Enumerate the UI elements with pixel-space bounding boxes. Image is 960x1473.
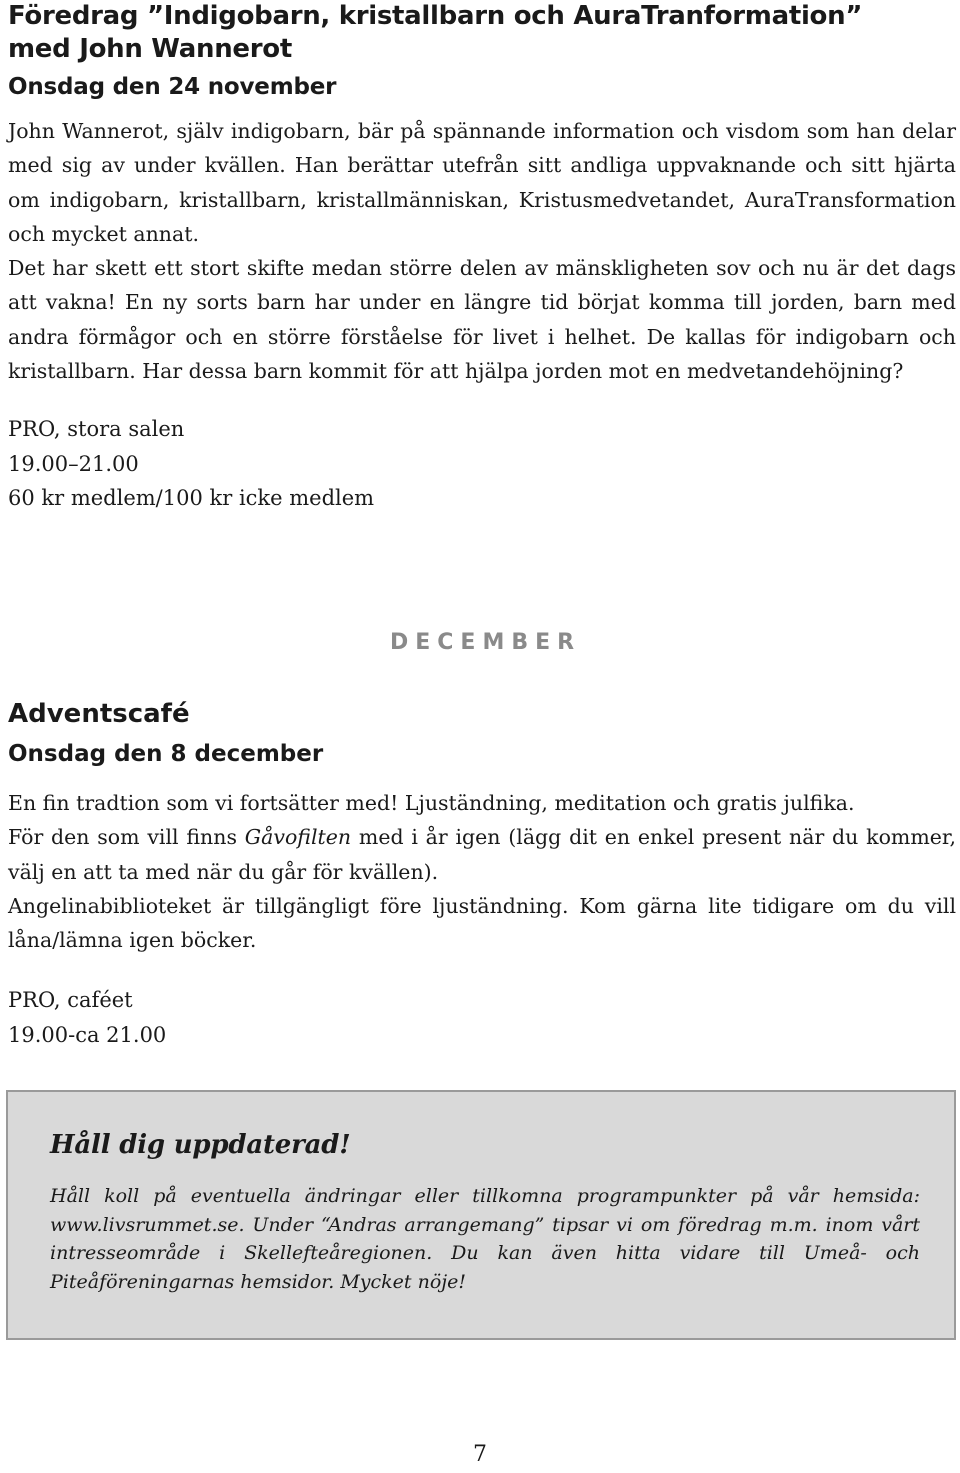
event-description-2: Det har skett ett stort skifte medan större delen av mänskligheten sov och nu är det dags att vakna! En ny sorts barn har under en längre tid börjat komma till jorden, barn med andra förmågor och en större förståelse för livet i helhet. De kallas för indigobarn och kristallbarn. Har dessa barn kommit för att hjälpa jorden mot en medvetandehöjning? — [8, 256, 956, 384]
month-heading: DECEMBER — [390, 630, 582, 655]
stay-updated-title: Håll dig uppdaterad! — [50, 1130, 351, 1160]
event-description-3: Angelinabiblioteket är tillgängligt före ljuständning. Kom gärna lite tidigare om du vill låna/lämna igen böcker. — [8, 893, 956, 953]
event-title-line2: med John Wannerot — [8, 34, 292, 64]
event-place: PRO, caféet — [8, 988, 133, 1013]
event-date: Onsdag den 8 december — [8, 741, 324, 767]
page-number: 7 — [473, 1442, 487, 1467]
gavofilten-emphasis: Gåvofilten — [244, 825, 352, 850]
event-description-1: John Wannerot, själv indigobarn, bär på spännande information och visdom som han delar med sig av under kvällen. Han berättar utefrån sitt andliga uppvaknande och sitt hjärta om indigobarn, kristallbarn, kristallmänniskan, Kristusmedvetandet, AuraTransformation och mycket annat. — [8, 119, 956, 246]
stay-updated-box — [6, 1090, 956, 1340]
description-text: med i år igen (lägg dit en enkel present när du kommer, välj en att ta med när du går för kvällen). — [8, 825, 956, 884]
event-description-2 — [8, 820, 956, 889]
event-wannerot-lecture — [8, 0, 956, 516]
event-title: Adventscafé — [8, 699, 190, 729]
event-time: 19.00-ca 21.00 — [8, 1022, 167, 1047]
event-description-1: En fin tradtion som vi fortsätter med! Ljuständning, meditation och gratis julfika. — [8, 791, 855, 815]
description-text: För den som vill finns — [8, 825, 245, 850]
stay-updated-text: Håll koll på eventuella ändringar eller tillkomna programpunkter på vår hemsida: www.livsrummet.se. Under “Andras arrangemang” tipsar vi om föredrag m.m. inom vårt intresseområde i Skellefteåregionen. Du kan även hitta vidare till Umeå- och Piteåföreningarnas hemsidor. Mycket nöje! — [50, 1185, 920, 1293]
event-adventscafe — [8, 694, 956, 1052]
event-place: PRO, stora salen — [8, 417, 185, 442]
event-price: 60 kr medlem/100 kr icke medlem — [8, 486, 375, 511]
event-time: 19.00–21.00 — [8, 451, 139, 476]
event-title-line1: Föredrag ”Indigobarn, kristallbarn och AuraTranformation” — [8, 1, 863, 31]
event-title — [8, 0, 956, 66]
event-date: Onsdag den 24 november — [8, 74, 337, 100]
